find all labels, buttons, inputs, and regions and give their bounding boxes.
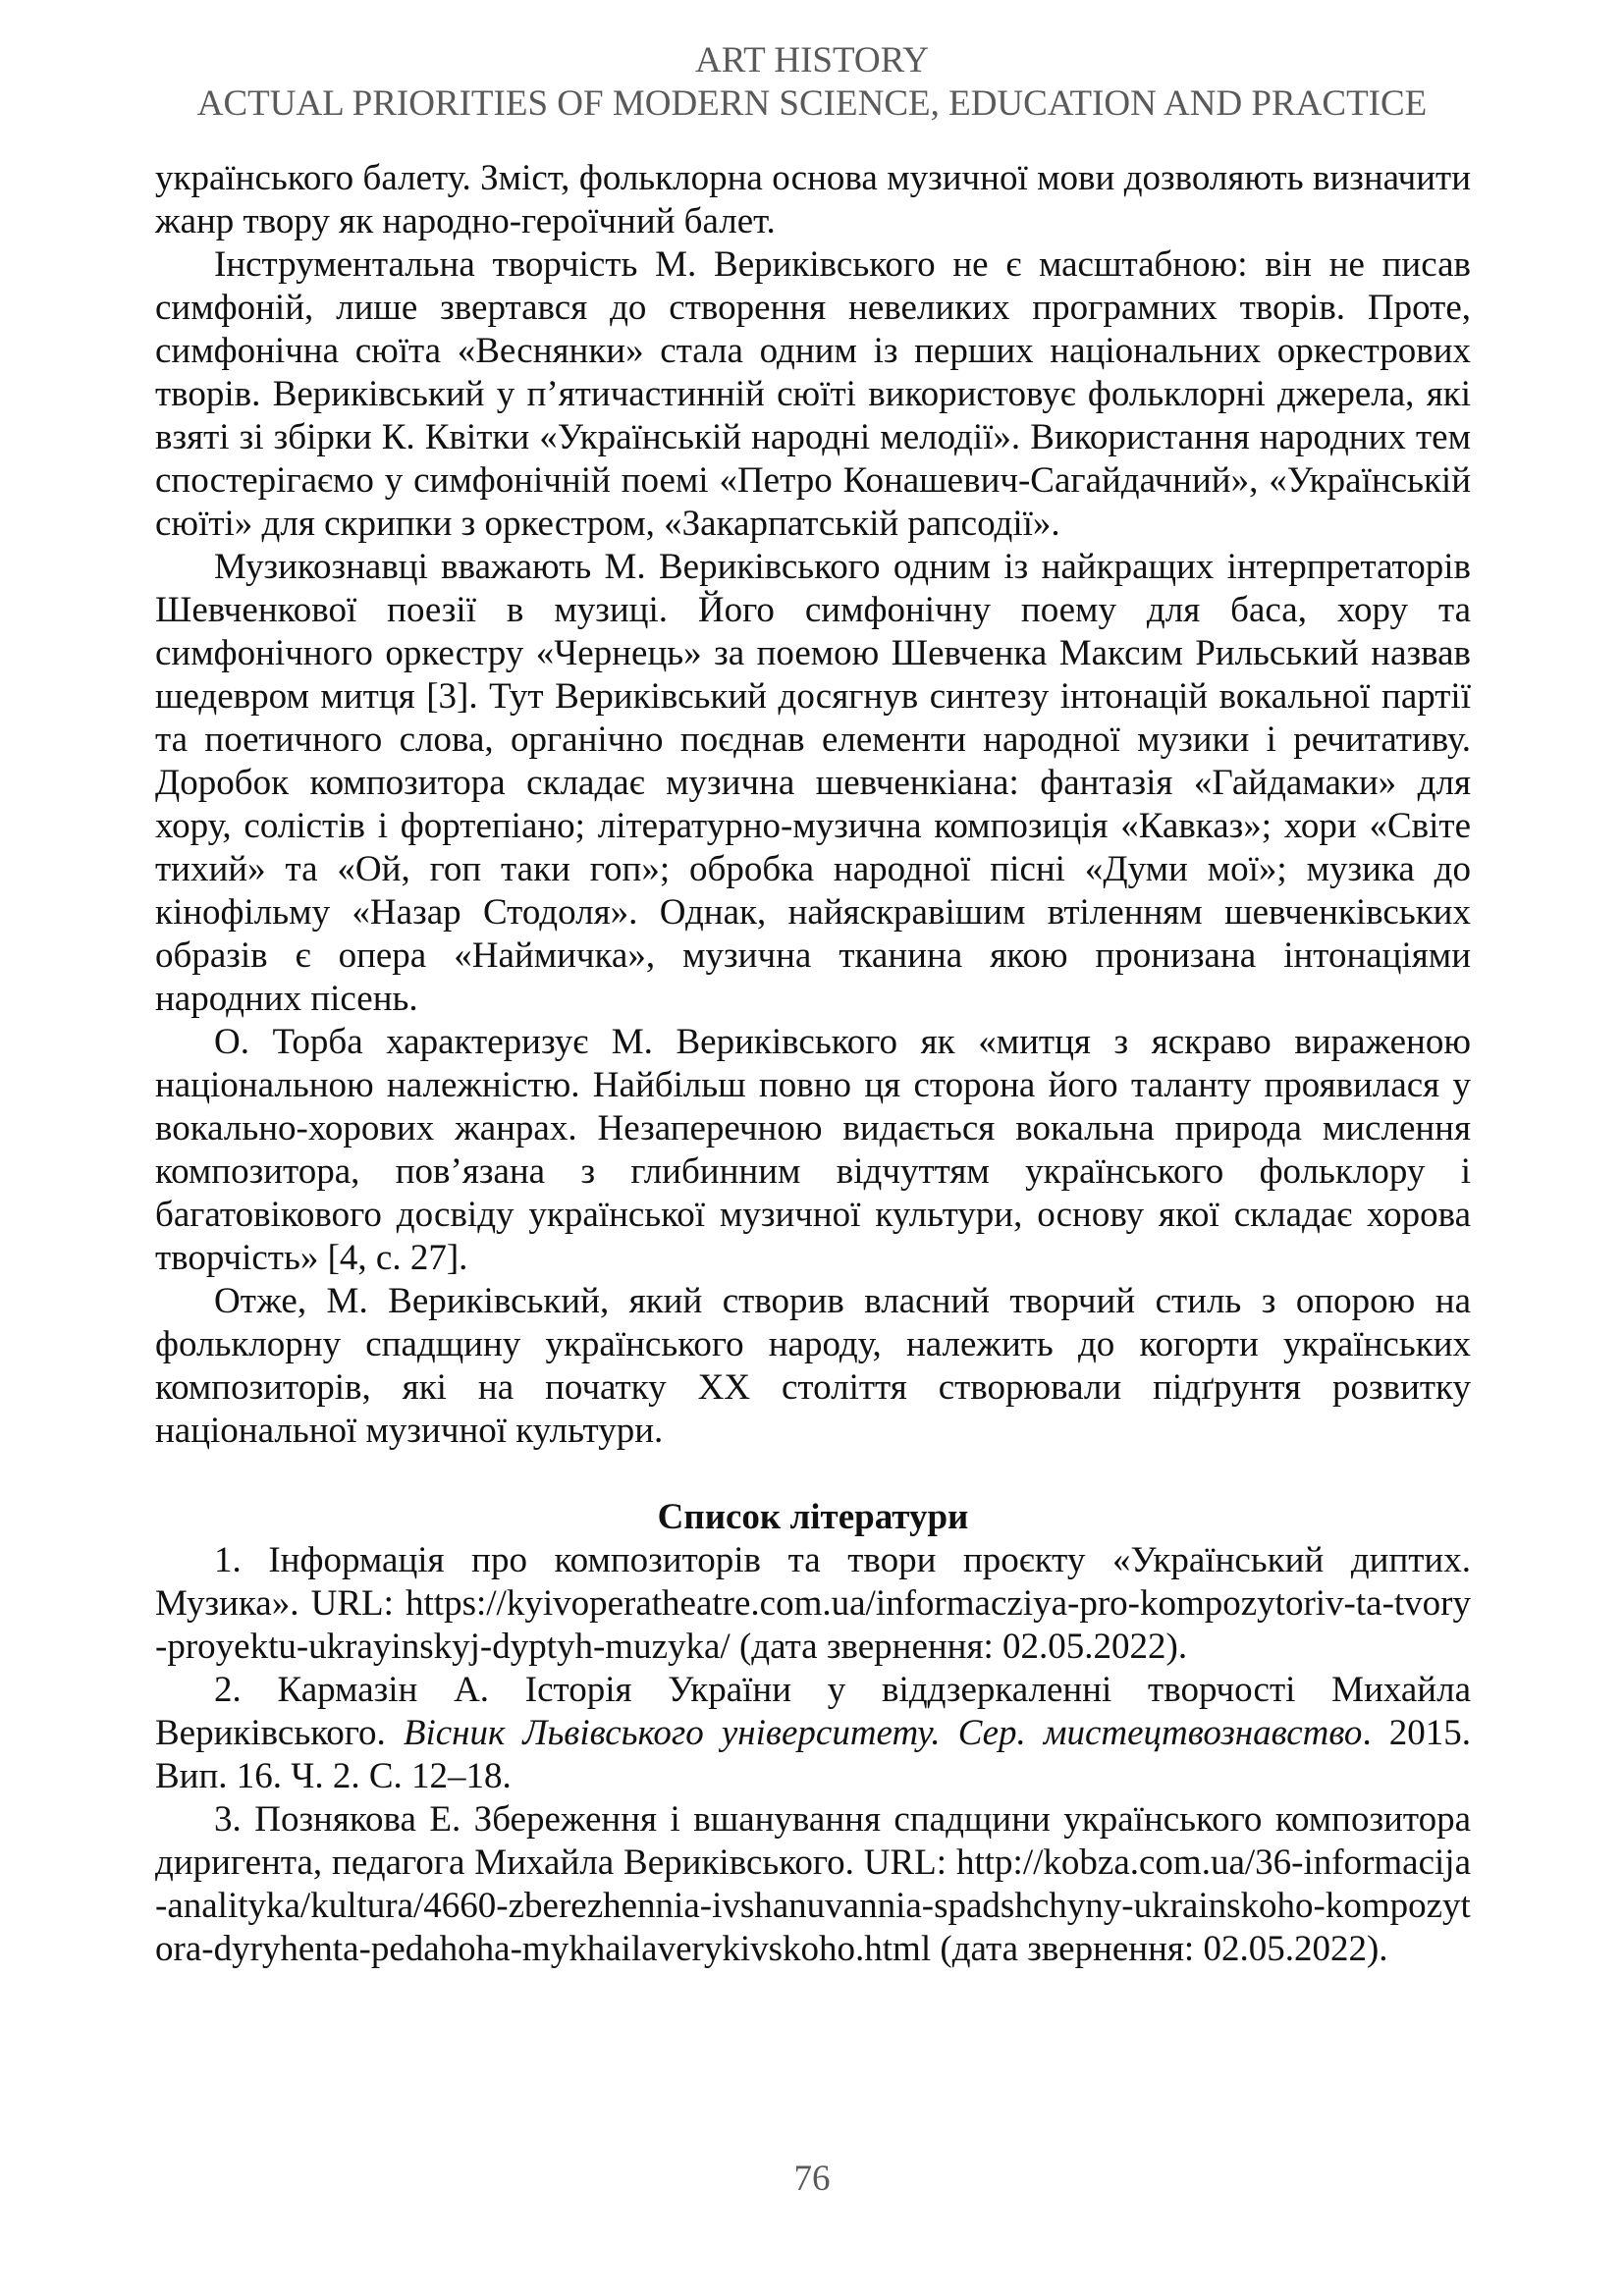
section-spacer — [155, 1453, 1471, 1496]
reference-item-1 — [155, 1539, 1471, 1669]
paragraph-shevchenko-poetry: Музикознавці вважають М. Вериківського одним із найкращих інтерпретаторів Шевченкової поезії в музиці. Його симфонічну поему для баса, хору та симфонічного оркестру «Чернець» за поемою Шевченка Максим Рильський назвав шедевром митця [3]. Тут Вериківський досягнув синтезу інтонацій вокальної партії та поетичного слова, органічно поєднав елементи народної музики і речитативу. Доробок композитора складає музична шевченкіана: фантазія «Гайдамаки» для хору, солістів і фортепіано; літературно-музична композиція «Кавказ»; хори «Світе тихий» та «Ой, гоп таки гоп»; обробка народної пісні «Думи мої»; музика до кінофільму «Назар Стодоля». Однак, найяскравішим втіленням шевченківських образів є опера «Наймичка», музична тканина якою пронизана інтонаціями народних пісень. — [155, 547, 1471, 1019]
reference-1-url[interactable]: https://kyivoperatheatre.com.ua/informaczіya-pro-kompozytoriv-ta-tvory-proyektu-ukrayinskyj-dyptyh-muzyka/ — [155, 1583, 1471, 1667]
running-header-section: ART HISTORY — [695, 40, 929, 80]
reference-3-access-date: (дата звернення: 02.05.2022). — [931, 1929, 1388, 1969]
reference-3-url[interactable]: http://kobza.com.ua/36-informacija-analityka/kultura/4660-zberezhennia-ivshanuvannia-spadshchyny-ukrainskoho-kompozytora-dyryhenta-pedahoha-mykhailaverykivskoho.html — [155, 1842, 1471, 1969]
running-header-journal: ACTUAL PRIORITIES OF MODERN SCIENCE, EDUCATION AND PRACTICE — [196, 83, 1428, 124]
reference-2-journal: Вісник Львівського університету. Сер. мистецтвознавство — [403, 1713, 1363, 1753]
paragraph-continuation: українського балету. Зміст, фольклорна основа музичної мови дозволяють визначити жанр твору як народно-героїчний балет. — [155, 158, 1471, 241]
references-heading: Список літератури — [657, 1497, 969, 1537]
reference-3-text: 3. Познякова Е. Збереження і вшанування спадщини українського композитора диригента, педагога Михайла Вериківського. URL: — [155, 1799, 1471, 1883]
paragraph-instrumental-works: Інструментальна творчість М. Вериківського не є масштабною: він не писав симфоній, лише звертався до створення невеликих програмних творів. Проте, симфонічна сюїта «Веснянки» стала одним із перших національних оркестрових творів. Вериківський у п’ятичастинній сюїті використовує фольклорні джерела, які взяті зі збірки К. Квітки «Українській народні мелодії». Використання народних тем спостерігаємо у симфонічній поемі «Петро Конашевич-Сагайдачний», «Українській сюїті» для скрипки з оркестром, «Закарпатській рапсодії». — [155, 244, 1471, 544]
article-body — [155, 157, 1471, 1971]
reference-1-text: 1. Інформація про композиторів та твори проєкту «Український диптих. Музика». URL: — [155, 1540, 1471, 1624]
paragraph-conclusion: Отже, М. Вериківський, який створив власний творчий стиль з опорою на фольклорну спадщину українського народу, належить до когорти українських композиторів, які на початку XX століття створювали підґрунтя розвитку національної музичної культури. — [155, 1281, 1471, 1451]
reference-1-access-date: (дата звернення: 02.05.2022). — [730, 1627, 1188, 1667]
paragraph-torba-quote: О. Торба характеризує М. Вериківського як «митця з яскраво вираженою національною належністю. Найбільш повно ця сторона його таланту проявилася у вокально-хорових жанрах. Незаперечною видається вокальна природа мислення композитора, пов’язана з глибинним відчуттям українського фольклору і багатовікового досвіду української музичної культури, основу якої складає хорова творчість» [4, с. 27]. — [155, 1022, 1471, 1278]
reference-item-3 — [155, 1798, 1471, 1971]
page-number: 76 — [793, 2159, 831, 2199]
reference-2-details: . 2015. Вип. 16. Ч. 2. С. 12–18. — [155, 1713, 1472, 1796]
reference-2-text: 2. Кармазін А. Історія України у віддзеркаленні творчості Михайла Вериківського. — [155, 1670, 1471, 1753]
reference-item-2 — [155, 1669, 1471, 1798]
